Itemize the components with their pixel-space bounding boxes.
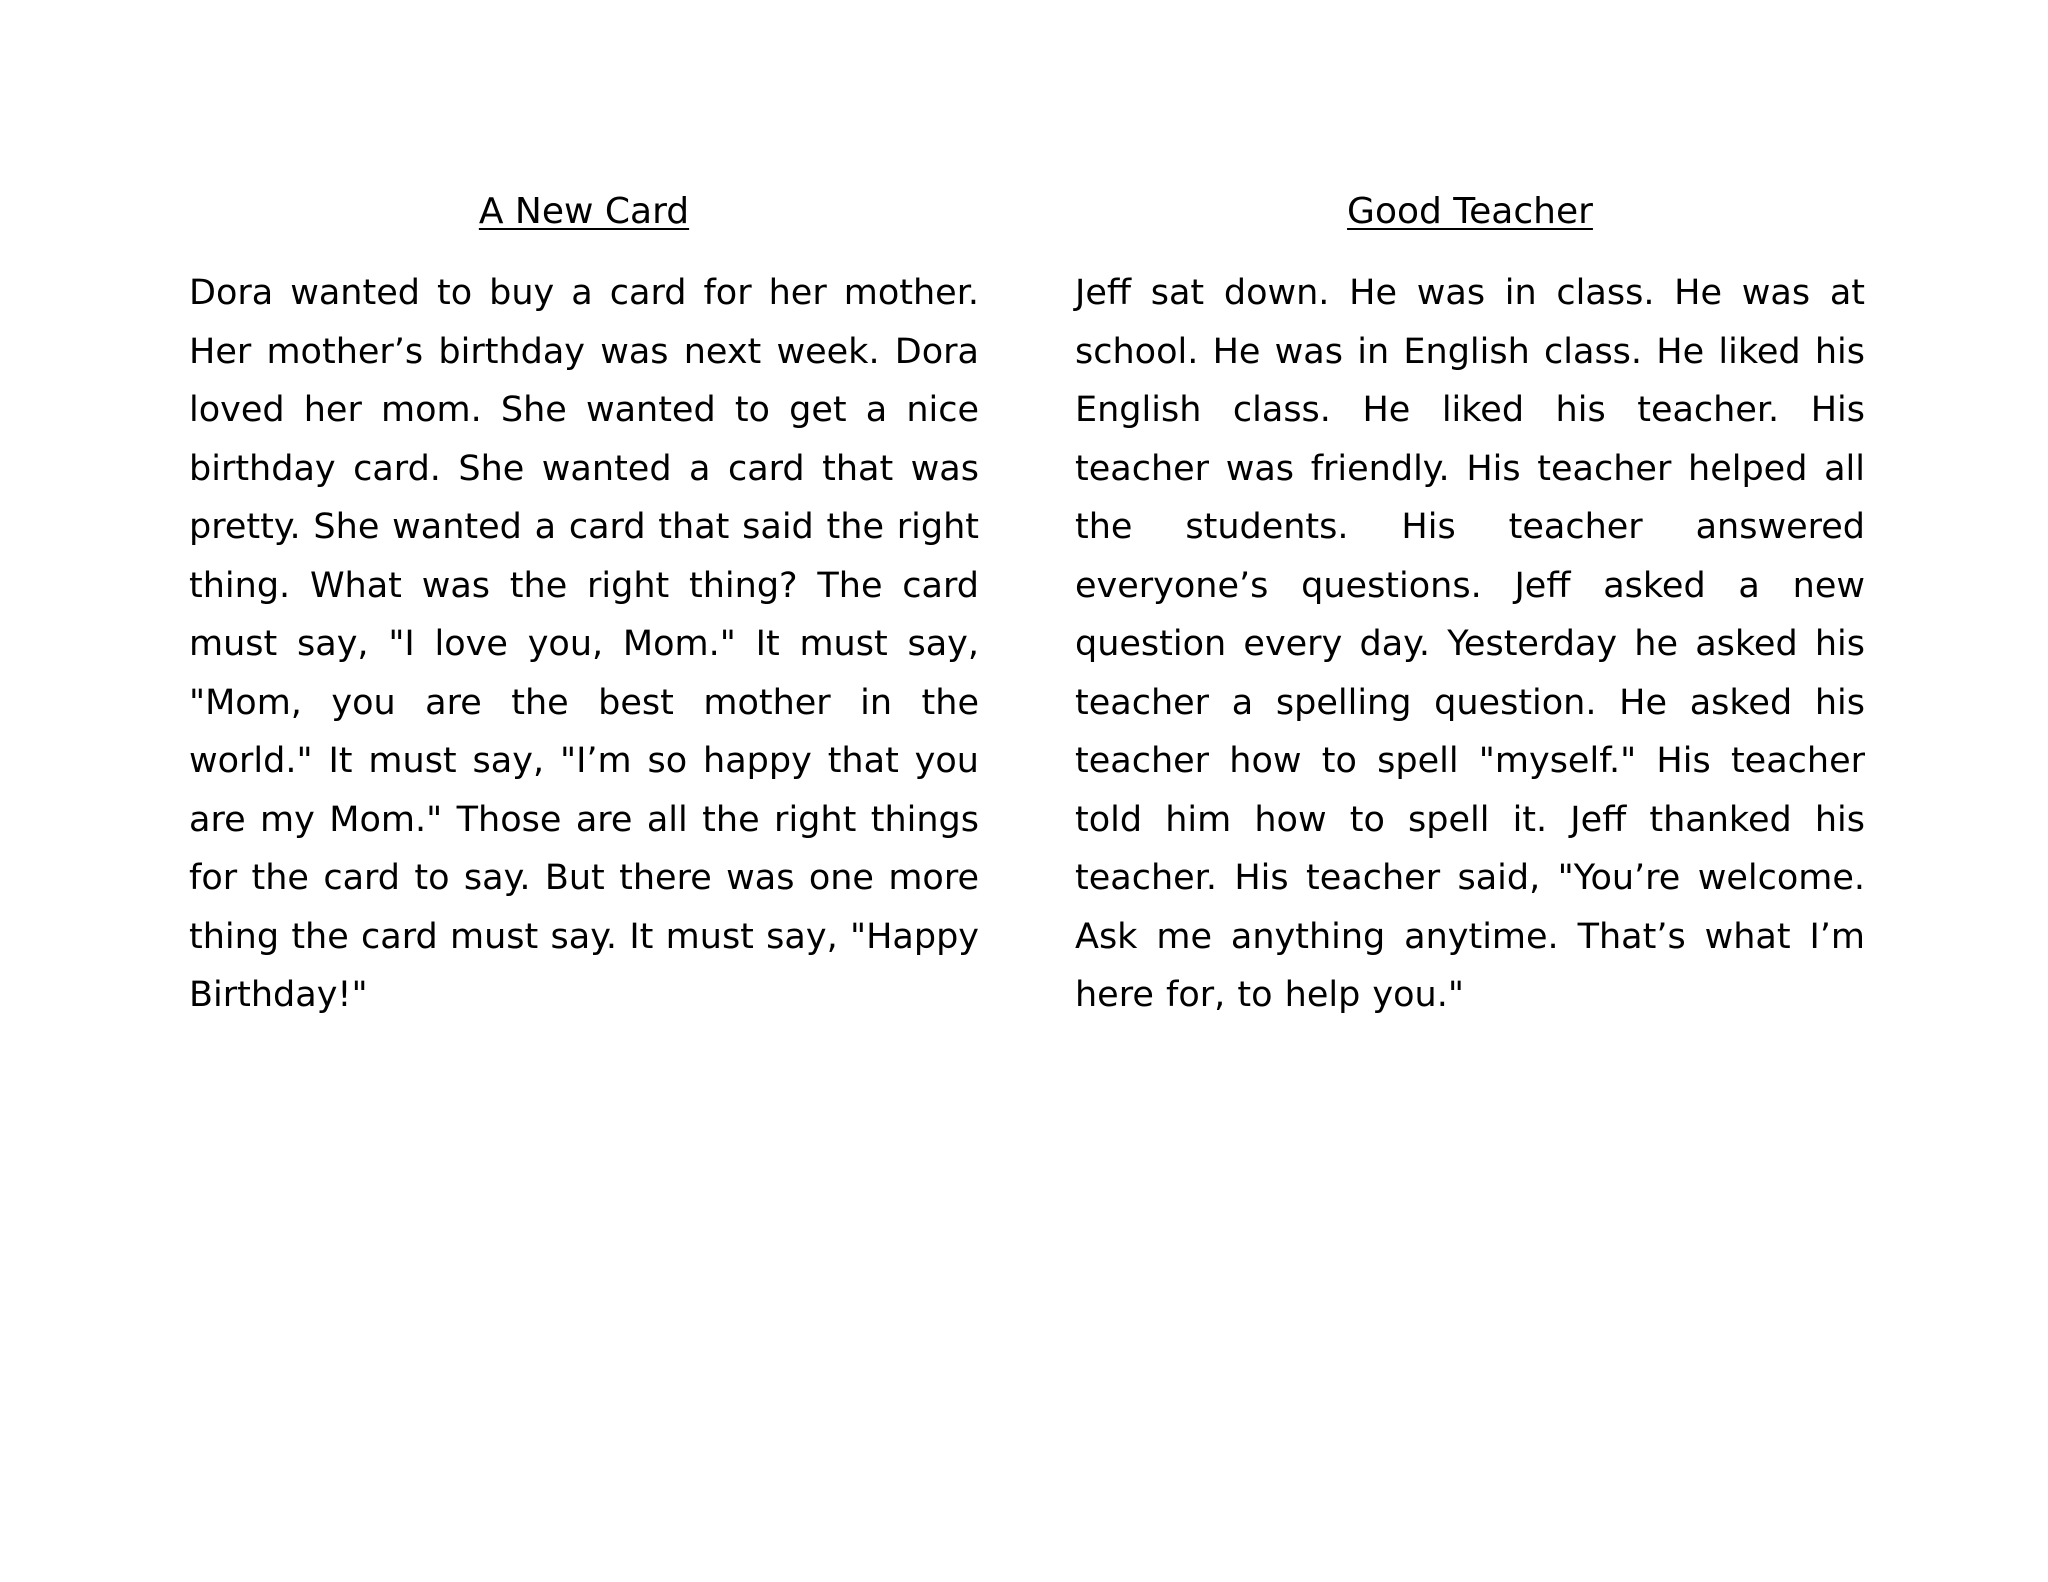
- story-good-teacher: [1075, 190, 1865, 1025]
- story-a-new-card: [189, 190, 979, 1025]
- story-title: A New Card: [478, 191, 690, 232]
- story-body: Dora wanted to buy a card for her mother. Her mother’s birthday was next week. Dora loved her mom. She wanted to get a nice birthday card. She wanted a card that was pretty. She wanted a card that said the right thing. What was the right thing? The card must say, "I love you, Mom." It must say, "Mom, you are the best mother in the world." It must say, "I’m so happy that you are my Mom." Those are all the right things for the card to say. But there was one more thing the card must say. It must say, "Happy Birthday!": [189, 273, 979, 1015]
- story-title: Good Teacher: [1347, 191, 1593, 232]
- story-body: Jeff sat down. He was in class. He was at school. He was in English class. He liked his English class. He liked his teacher. His teacher was friendly. His teacher helped all the students. His teacher answered everyone’s questions. Jeff asked a new question every day. Yesterday he asked his teacher a spelling question. He asked his teacher how to spell "myself." His teacher told him how to spell it. Jeff thanked his teacher. His teacher said, "You’re welcome. Ask me anything anytime. That’s what I’m here for, to help you.": [1075, 273, 1865, 1015]
